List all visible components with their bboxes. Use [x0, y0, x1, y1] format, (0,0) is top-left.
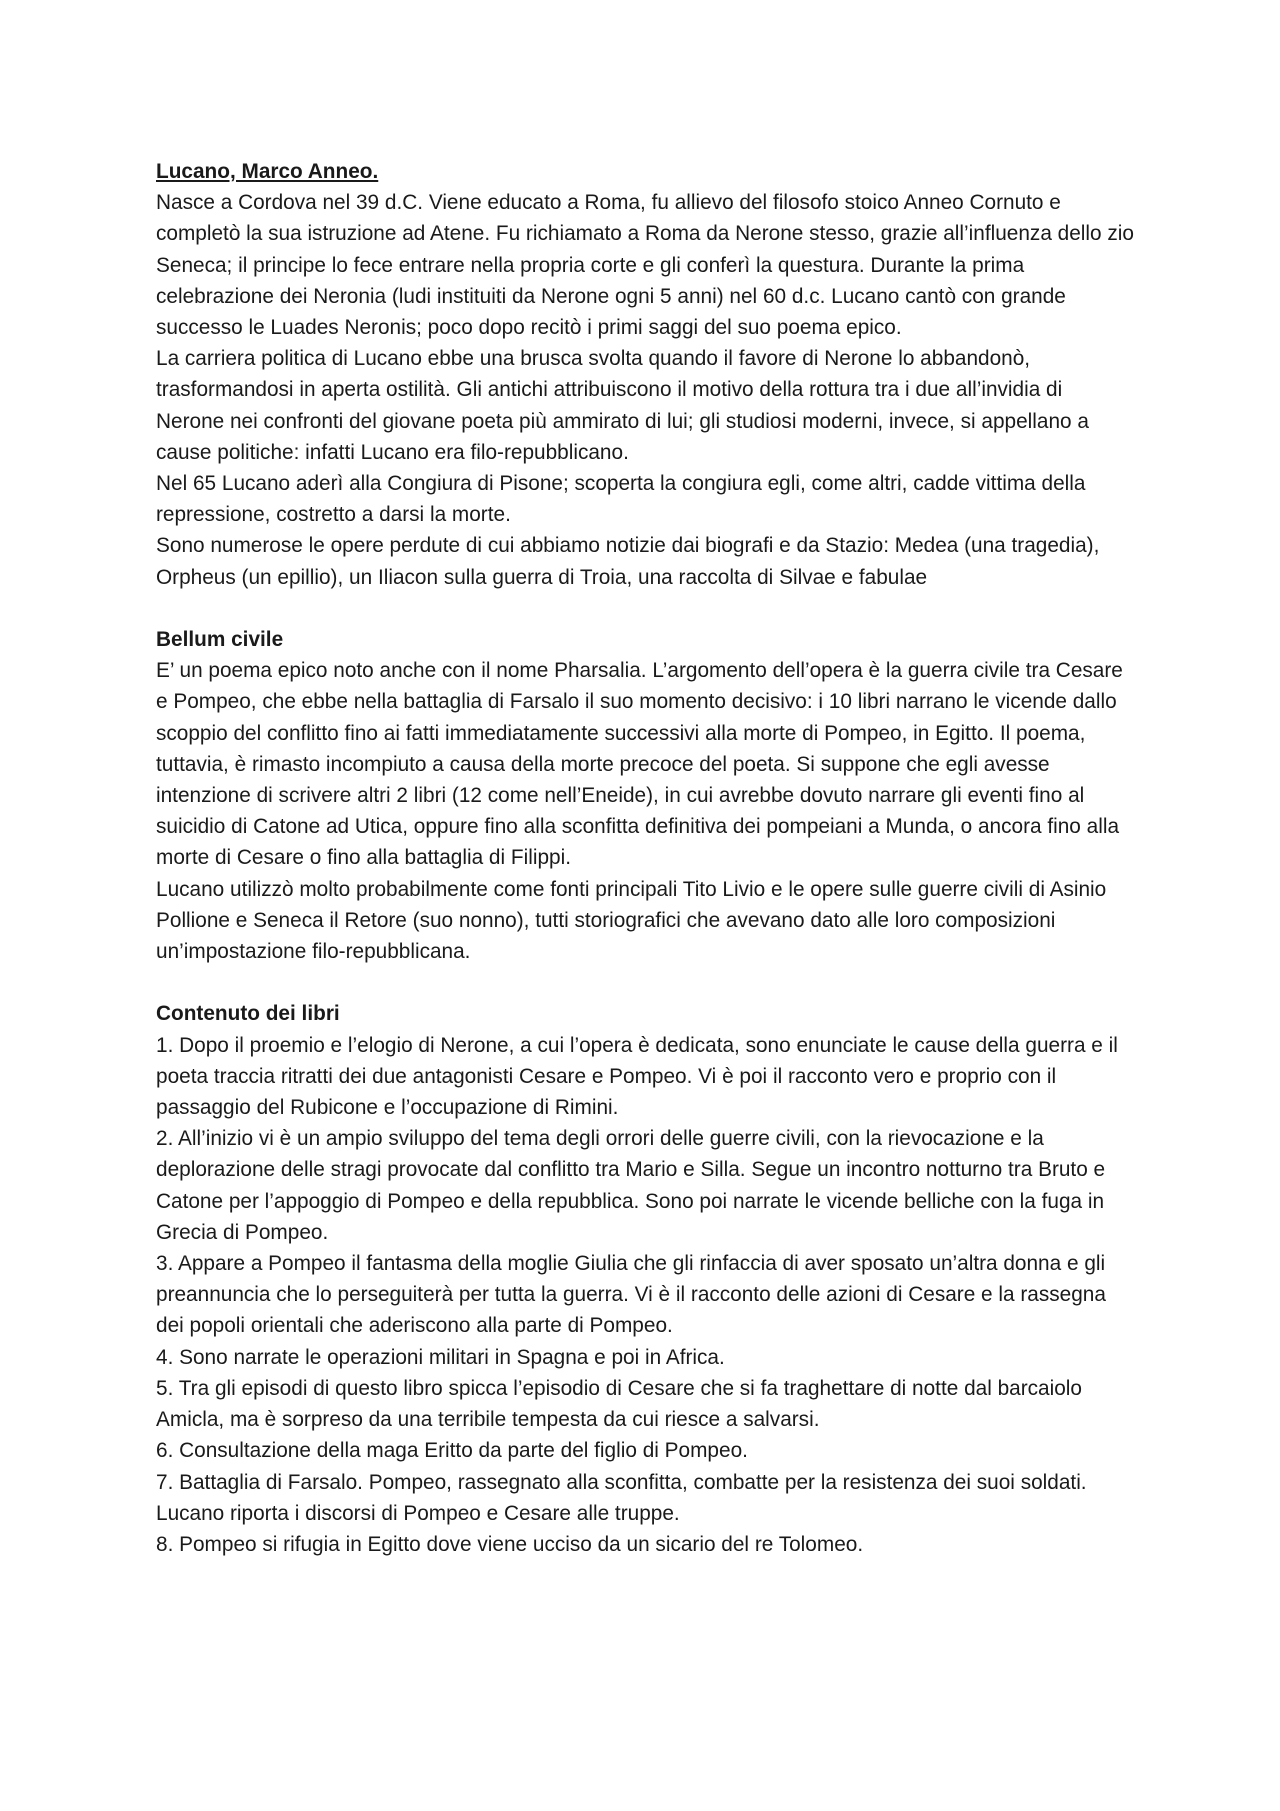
bellum-civile-paragraph: E’ un poema epico noto anche con il nome Pharsalia. L’argomento dell’opera è la guerra civile tra Cesare e Pompeo, che ebbe nella battaglia di Farsalo il suo momento decisivo: i 10 libri narrano le vicende dallo scoppio del conflitto fino ai fatti immediatamente successivi alla morte di Pompeo, in Egitto. Il poema, tuttavia, è rimasto incompiuto a causa della morte precoce del poeta. Si suppone che egli avesse intenzione di scrivere altri 2 libri (12 come nell’Eneide), in cui avrebbe dovuto narrare gli eventi fino al suicidio di Catone ad Utica, oppure fino alla sconfitta definitiva dei pompeiani a Munda, o ancora fino alla morte di Cesare o fino alla battaglia di Filippi.: [156, 659, 1123, 870]
biography-paragraph: Nasce a Cordova nel 39 d.C. Viene educato a Roma, fu allievo del filosofo stoico Anneo Cornuto e completò la sua istruzione ad Atene. Fu richiamato a Roma da Nerone stesso, grazie all’influenza dello zio Seneca; il principe lo fece entrare nella propria corte e gli conferì la questura. Durante la prima celebrazione dei Neronia (ludi instituiti da Nerone ogni 5 anni) nel 60 d.c. Lucano cantò con grande successo le Luades Neronis; poco dopo recitò i primi saggi del suo poema epico.: [156, 191, 1134, 340]
biography-paragraph: La carriera politica di Lucano ebbe una brusca svolta quando il favore di Nerone lo abbandonò, trasformandosi in aperta ostilità. Gli antichi attribuiscono il motivo della rottura tra i due all’invidia di Nerone nei confronti del giovane poeta più ammirato di lui; gli studiosi moderni, invece, si appellano a cause politiche: infatti Lucano era filo-repubblicano.: [156, 347, 1089, 464]
document-page: [156, 156, 1136, 1560]
biography-heading: Lucano, Marco Anneo.: [156, 160, 379, 183]
biography-paragraph: Nel 65 Lucano aderì alla Congiura di Pisone; scoperta la congiura egli, come altri, cadde vittima della repressione, costretto a darsi la morte.: [156, 472, 1086, 527]
contenuto-heading: Contenuto dei libri: [156, 1002, 340, 1026]
contenuto-section: [156, 998, 1136, 1560]
book-summary-item: 8. Pompeo si rifugia in Egitto dove viene ucciso da un sicario del re Tolomeo.: [156, 1532, 864, 1556]
biography-section: [156, 156, 1136, 593]
book-summary-item: 6. Consultazione della maga Eritto da parte del figlio di Pompeo.: [156, 1439, 748, 1463]
bellum-civile-paragraph: Lucano utilizzò molto probabilmente come fonti principali Tito Livio e le opere sulle guerre civili di Asinio Pollione e Seneca il Retore (suo nonno), tutti storiografici che avevano dato alle loro composizioni un’impostazione filo-repubblicana.: [156, 877, 1107, 964]
book-summary-item: 4. Sono narrate le operazioni militari in Spagna e poi in Africa.: [156, 1345, 725, 1369]
bellum-civile-section: [156, 624, 1136, 967]
biography-paragraph: Sono numerose le opere perdute di cui abbiamo notizie dai biografi e da Stazio: Medea (una tragedia), Orpheus (un epillio), un Iliacon sulla guerra di Troia, una raccolta di Silvae e fabulae: [156, 534, 1100, 589]
book-summary-item: 2. All’inizio vi è un ampio sviluppo del tema degli orrori delle guerre civili, con la rievocazione e la deplorazione delle stragi provocate dal conflitto tra Mario e Silla. Segue un incontro notturno tra Bruto e Catone per l’appoggio di Pompeo e della repubblica. Sono poi narrate le vicende belliche con la fuga in Grecia di Pompeo.: [156, 1127, 1106, 1244]
bellum-civile-heading: Bellum civile: [156, 628, 284, 652]
book-summary-item: 3. Appare a Pompeo il fantasma della moglie Giulia che gli rinfaccia di aver sposato un’altra donna e gli preannuncia che lo perseguiterà per tutta la guerra. Vi è il racconto delle azioni di Cesare e la rassegna dei popoli orientali che aderiscono alla parte di Pompeo.: [156, 1252, 1106, 1338]
book-summary-item: 1. Dopo il proemio e l’elogio di Nerone, a cui l’opera è dedicata, sono enunciate le cause della guerra e il poeta traccia ritratti dei due antagonisti Cesare e Pompeo. Vi è poi il racconto vero e proprio con il passaggio del Rubicone e l’occupazione di Rimini.: [156, 1033, 1118, 1120]
book-summary-item: 7. Battaglia di Farsalo. Pompeo, rassegnato alla sconfitta, combatte per la resistenza dei suoi soldati. Lucano riporta i discorsi di Pompeo e Cesare alle truppe.: [156, 1470, 1087, 1525]
book-summary-item: 5. Tra gli episodi di questo libro spicca l’episodio di Cesare che si fa traghettare di notte dal barcaiolo Amicla, ma è sorpreso da una terribile tempesta da cui riesce a salvarsi.: [156, 1376, 1082, 1432]
